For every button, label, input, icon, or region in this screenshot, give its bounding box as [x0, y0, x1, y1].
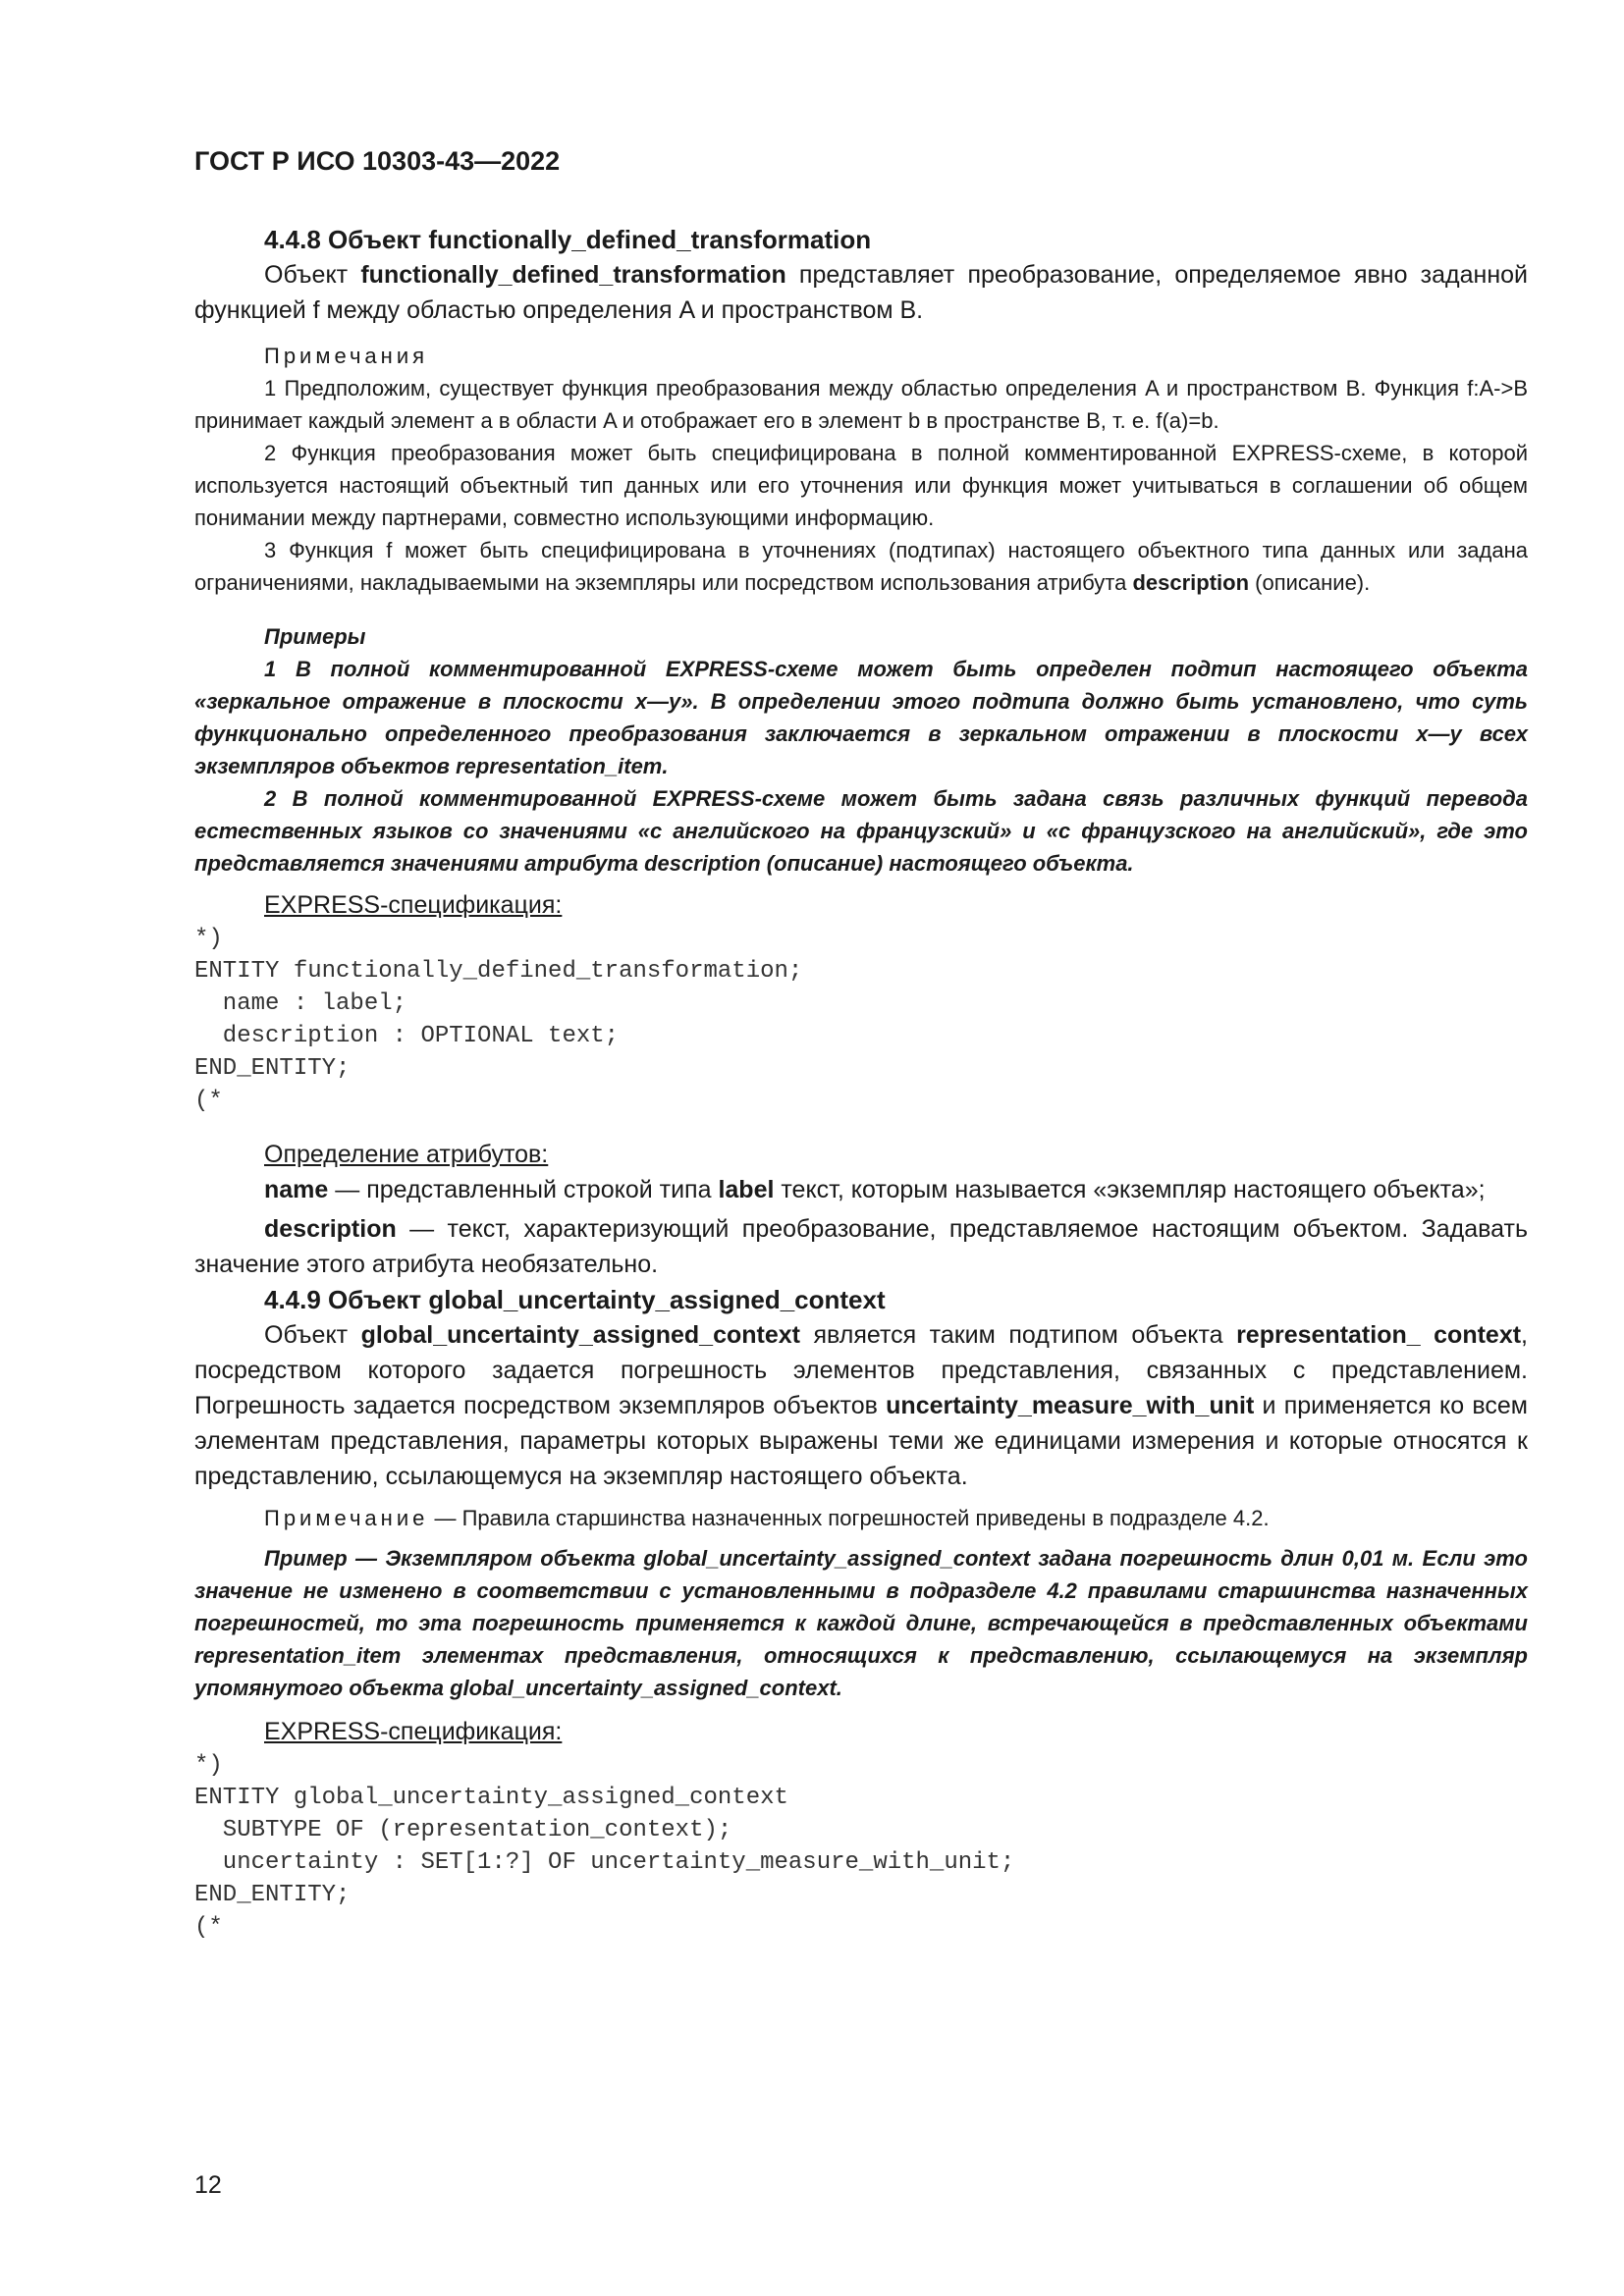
code-line: ENTITY global_uncertainty_assigned_context — [194, 1785, 788, 1811]
note-1: 1 Предположим, существует функция преобразования между областью определения A и пространством B. Функция f:A->B принимает каждый элемент a в области A и отображает его в элемент b в пространстве B, т. е. f(a)=b. — [194, 376, 1528, 433]
code-line: END_ENTITY; — [194, 1055, 351, 1082]
section-heading-4-4-8: 4.4.8 Объект functionally_defined_transformation — [264, 225, 872, 254]
code-line: ENTITY functionally_defined_transformation; — [194, 958, 803, 985]
express-code-block — [194, 1749, 1528, 1944]
notes-label: Примечания — [264, 344, 429, 368]
note-2: 2 Функция преобразования может быть специфицирована в полной комментированной EXPRESS-схеме, в которой используется настоящий объектный тип данных или его уточнения или функция может учитываться в соглашении об общем понимании между партнерами, совместно использующими информацию. — [194, 441, 1528, 530]
page-number: 12 — [194, 2171, 222, 2199]
note-3: 3 Функция f может быть специфицирована в уточнениях (подтипах) настоящего объектного типа данных или задана ограничениями, накладываемыми на экземпляры или посредством использования атрибута description (описание). — [194, 538, 1528, 595]
section-heading-4-4-9: 4.4.9 Объект global_uncertainty_assigned_context — [264, 1285, 886, 1314]
code-line: description : OPTIONAL text; — [194, 1023, 620, 1049]
example-2: 2 В полной комментированной EXPRESS-схеме может быть задана связь различных функций перевода естественных языков со значениями «с английского на французский» и «с французского на английский», где это представляется значениями атрибута description (описание) настоящего объекта. — [194, 786, 1528, 876]
attribute-description-definition: description — текст, характеризующий преобразование, представляемое настоящим объектом. Задавать значение этого атрибута необязательно. — [194, 1215, 1528, 1278]
example-uncertainty: Пример — Экземпляром объекта global_uncertainty_assigned_context задана погрешность длин 0,01 м. Если это значение не изменено в соответствии с установленными в подразделе 4.2 правилами старшинства назначенных погрешностей, то эта погрешность применяется к каждой длине, встречающейся в представленных объектами representation_item элементах представления, относящихся к представлению, ссылающемуся на экземпляр упомянутого объекта global_uncertainty_assigned_context. — [194, 1546, 1528, 1700]
code-line: END_ENTITY; — [194, 1882, 351, 1908]
code-line: SUBTYPE OF (representation_context); — [194, 1817, 732, 1843]
code-line: (* — [194, 1914, 223, 1941]
attribute-name-definition: name — представленный строкой типа label текст, которым называется «экземпляр настоящего объекта»; — [264, 1176, 1486, 1203]
code-line: uncertainty : SET[1:?] OF uncertainty_measure_with_unit; — [194, 1849, 1015, 1876]
document-page — [194, 143, 1528, 1944]
example-1: 1 В полной комментированной EXPRESS-схеме может быть определен подтип настоящего объекта «зеркальное отражение в плоскости x—y». В определении этого подтипа должно быть установлено, что суть функционально определенного преобразования заключается в зеркальном отражении в плоскости x—y всех экземпляров объектов representation_item. — [194, 657, 1528, 778]
examples-label: Примеры — [264, 624, 366, 649]
code-line: *) — [194, 1752, 223, 1779]
paragraph-definition-448: Объект functionally_defined_transformation представляет преобразование, определяемое явно заданной функцией f между областью определения A и пространством B. — [194, 261, 1529, 324]
code-line: *) — [194, 926, 223, 952]
express-spec-label: EXPRESS-спецификация: — [264, 891, 563, 919]
running-title: ГОСТ Р ИСО 10303-43—2022 — [194, 146, 561, 176]
note-precedence: Примечание — Правила старшинства назначенных погрешностей приведены в подразделе 4.2. — [264, 1506, 1270, 1530]
express-spec-label: EXPRESS-спецификация: — [264, 1718, 563, 1745]
entity-name: functionally_defined_transformation — [360, 261, 786, 289]
paragraph-definition-449: Объект global_uncertainty_assigned_context является таким подтипом объекта representation_ context, посредством которого задается погрешность элементов представления, связанных с представлением. Погрешность задается посредством экземпляров объектов uncertainty_measure_with_unit и применяется ко всем элементам представления, параметры которых выражены теми же единицами измерения и которые относятся к представлению, ссылающемуся на экземпляр настоящего объекта. — [194, 1321, 1528, 1490]
attribute-definitions-label: Определение атрибутов: — [264, 1141, 549, 1168]
code-line: name : label; — [194, 990, 407, 1017]
code-line: (* — [194, 1088, 223, 1114]
express-code-block — [194, 923, 1528, 1117]
